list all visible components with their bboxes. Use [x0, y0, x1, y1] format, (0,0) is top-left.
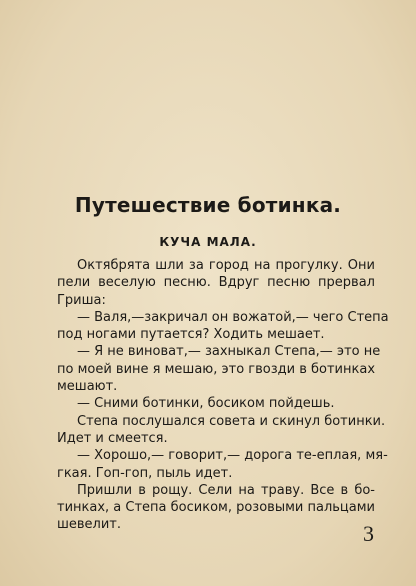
text-line: мешают.	[57, 379, 118, 395]
text-line: — Хорошо,— говорит,— дорога те-еплая, мя-	[77, 448, 388, 464]
text-line: — Сними ботинки, босиком пойдешь.	[77, 396, 335, 412]
text-line: — Я не виноват,— захныкал Степа,— это не	[77, 344, 381, 360]
text-line: Степа послушался совета и скинул ботинки.	[77, 413, 386, 429]
text-line: под ногами путается? Ходить мешает.	[57, 327, 325, 343]
page-number: 3	[363, 521, 374, 546]
chapter-subtitle: КУЧА МАЛА.	[159, 235, 257, 249]
text-line: Идет и смеется.	[57, 430, 168, 446]
text-line: тинках, а Степа босиком, розовыми пальцами	[57, 500, 375, 516]
text-line: пели веселую песню. Вдруг песню прервал	[57, 275, 375, 291]
body-text	[57, 257, 389, 534]
text-line: Пришли в рощу. Сели на траву. Все в бо-	[77, 482, 375, 498]
text-line: гкая. Гоп-гоп, пыль идет.	[57, 465, 233, 481]
text-line: Гриша:	[57, 292, 106, 308]
page-title: Путешествие ботинка.	[74, 193, 342, 217]
text-line: шевелит.	[57, 517, 122, 533]
text-line: по моей вине я мешаю, это гвозди в ботинках	[57, 361, 376, 377]
text-line: Октябрята шли за город на прогулку. Они	[77, 258, 375, 273]
text-line: — Валя,—закричал он вожатой,— чего Степа	[77, 309, 389, 325]
